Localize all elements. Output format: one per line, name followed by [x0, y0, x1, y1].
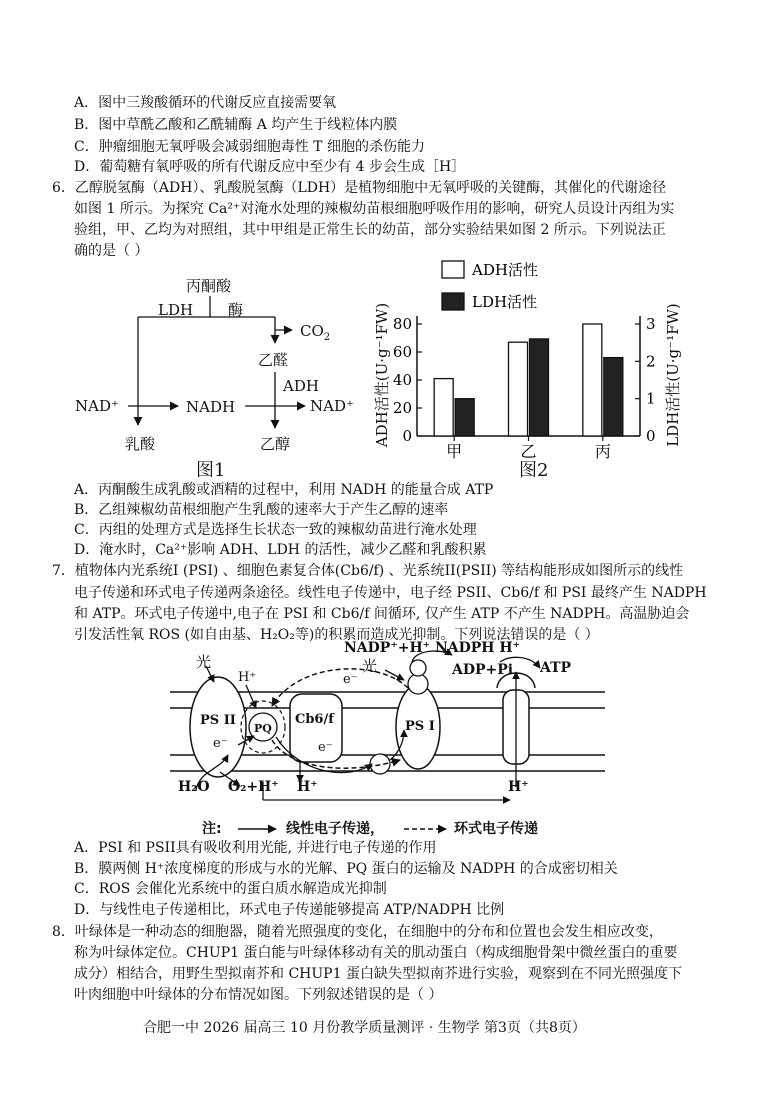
nad-left-label: NAD⁺ — [75, 397, 119, 415]
q5-option-a: A．图中三羧酸循环的代谢反应直接需要氧 — [74, 95, 337, 111]
category-label: 丙 — [594, 442, 611, 461]
pyruvate-label: 丙酮酸 — [186, 277, 232, 295]
h-top-label: H⁺ — [238, 670, 257, 685]
nadp-reaction-label: NADP⁺+H⁺ NADPH H⁺ — [344, 640, 520, 656]
left-tick-label: 80 — [392, 315, 412, 333]
right-tick-label: 3 — [646, 315, 656, 333]
lactate-label: 乳酸 — [125, 435, 156, 453]
legend-prefix: 注: — [202, 821, 222, 837]
q7-stem-line: 引发活性氧 ROS (如自由基、H₂O₂等)的积累而造成光抑制。下列说法错误的是（ ） — [74, 627, 599, 643]
left-axis-label: ADH活性(U·g⁻¹FW) — [373, 302, 391, 448]
legend-label-adh: ADH活性 — [472, 261, 538, 279]
light-left-label: 光 — [196, 653, 212, 671]
ldh-label: LDH — [158, 301, 194, 319]
legend-cyclic-label: 环式电子传递 — [454, 821, 538, 837]
q6-stem-line: 确的是（ ） — [74, 243, 149, 259]
e-left-label: e⁻ — [213, 736, 228, 751]
q8-stem-line: 成分）相结合，用野生型拟南芥和 CHUP1 蛋白缺失型拟南芥进行实验，观察到在不同光照强度下 — [74, 966, 682, 982]
nadh-label: NADH — [186, 398, 236, 416]
figure2-caption: 图2 — [519, 460, 549, 481]
left-tick-label: 40 — [392, 371, 412, 389]
category-label: 甲 — [446, 442, 463, 461]
q5-option-b: B．图中草酰乙酸和乙酰辅酶 A 均产生于线粒体内膜 — [74, 117, 398, 133]
q6-stem-line: 6．乙醇脱氢酶（ADH）、乳酸脱氢酶（LDH）是植物细胞中无氧呼吸的关键酶，其催化的代谢途径 — [52, 180, 667, 196]
q5-option-c: C．肿瘤细胞无氧呼吸会减弱细胞毒性 T 细胞的杀伤能力 — [74, 139, 425, 155]
e-mid-label: e⁻ — [318, 740, 333, 755]
q7-option-a: A．PSI 和 PSII具有吸收利用光能, 并进行电子传递的作用 — [74, 840, 437, 856]
q7-stem-line: 和 ATP。环式电子传递中,电子在 PSI 和 Cb6/f 间循环, 仅产生 ATP 不产生 NADPH。高温胁迫会 — [74, 606, 690, 622]
o2h-label: O₂+H⁺ — [228, 779, 279, 795]
q7-option-d: D．与线性电子传递相比，环式电子传递能够提高 ATP/NADPH 比例 — [74, 902, 505, 918]
co2-label: $CO_2$ — [300, 322, 331, 343]
pq-label: PQ — [254, 722, 272, 735]
nad-right-label: NAD⁺ — [310, 397, 354, 415]
q6-stem-line: 验组，甲、乙均为对照组，其中甲组是正常生长的幼苗，部分实验结果如图 2 所示。下列说法正 — [74, 222, 666, 238]
category-label: 乙 — [520, 442, 537, 461]
adh-label: ADH — [283, 377, 319, 395]
left-tick-label: 0 — [402, 427, 412, 445]
right-tick-label: 2 — [646, 352, 656, 371]
q8-stem-line: 叶肉细胞中叶绿体的分布情况如图。下列叙述错误的是（ ） — [74, 987, 443, 1003]
left-tick-label: 20 — [392, 399, 412, 417]
q5-option-d: D．葡萄糖有氧呼吸的所有代谢反应中至少有 4 步会生成［H］ — [74, 159, 466, 175]
e-top-label: e⁻ — [343, 672, 358, 687]
acetaldehyde-label: 乙醛 — [258, 351, 289, 369]
q8-stem-line: 称为叶绿体定位。CHUP1 蛋白能与叶绿体移动有关的肌动蛋白（构成细胞骨架中微丝蛋白的重要 — [74, 945, 678, 961]
h2o-label: H₂O — [178, 779, 210, 795]
q6-stem-line: 如图 1 所示。为探究 Ca²⁺对淹水处理的辣椒幼苗根细胞呼吸作用的影响，研究人员设计丙组为实 — [74, 201, 675, 217]
ethanol-label: 乙醇 — [260, 435, 291, 453]
right-axis-label: LDH活性(U·g⁻¹FW) — [664, 303, 682, 447]
right-tick-label: 0 — [646, 427, 656, 445]
q6-option-b: B．乙组辣椒幼苗根细胞产生乳酸的速率大于产生乙醇的速率 — [74, 502, 449, 518]
light-mid-label: 光 — [362, 657, 378, 675]
q6-option-a: A．丙酮酸生成乳酸或酒精的过程中，利用 NADH 的能量合成 ATP — [74, 482, 494, 498]
h-bottom-right-label: H⁺ — [508, 779, 529, 795]
enzyme-label: 酶 — [228, 301, 244, 319]
cb6f-label: Cb6/f — [295, 712, 334, 727]
legend-linear-label: 线性电子传递， — [286, 821, 384, 837]
legend-label-ldh: LDH活性 — [472, 293, 538, 311]
q8-stem-line: 8．叶绿体是一种动态的细胞器，随着光照强度的变化，在细胞中的分布和位置也会发生相应改变， — [52, 924, 663, 940]
left-tick-label: 60 — [392, 343, 412, 361]
co2-subscript: 2 — [323, 332, 331, 343]
q7-stem-line: 电子传递和环式电子传递两条途径。线性电子传递中，电子经 PSII、Cb6/f 和 PSI 最终产生 NADPH — [74, 585, 707, 601]
h-bottom-mid-label: H⁺ — [297, 779, 318, 795]
page-footer: 合肥一中 2026 届高三 10 月份教学质量测评 · 生物学 第3页（共8页） — [143, 1020, 586, 1036]
ps2-label: PS II — [200, 713, 236, 728]
q6-option-d: D．淹水时，Ca²⁺影响 ADH、LDH 的活性，减少乙醛和乳酸积累 — [74, 542, 487, 558]
figure1-caption: 图1 — [196, 460, 226, 481]
ps1-label: PS I — [405, 719, 435, 734]
adp-label: ADP+Pi — [452, 662, 514, 678]
q7-stem-line: 7．植物体内光系统I (PSI) 、细胞色素复合体(Cb6/f) 、光系统II(PSII) 等结构能形成如图所示的线性 — [52, 563, 684, 579]
q7-option-b: B．膜两侧 H⁺浓度梯度的形成与水的光解、PQ 蛋白的运输及 NADPH 的合成密切相关 — [74, 861, 618, 877]
right-tick-label: 1 — [646, 389, 656, 408]
q7-option-c: C．ROS 会催化光系统中的蛋白质水解造成光抑制 — [74, 881, 387, 897]
q6-option-c: C．丙组的处理方式是选择生长状态一致的辣椒幼苗进行淹水处理 — [74, 522, 477, 538]
atp-label: ATP — [540, 660, 572, 676]
